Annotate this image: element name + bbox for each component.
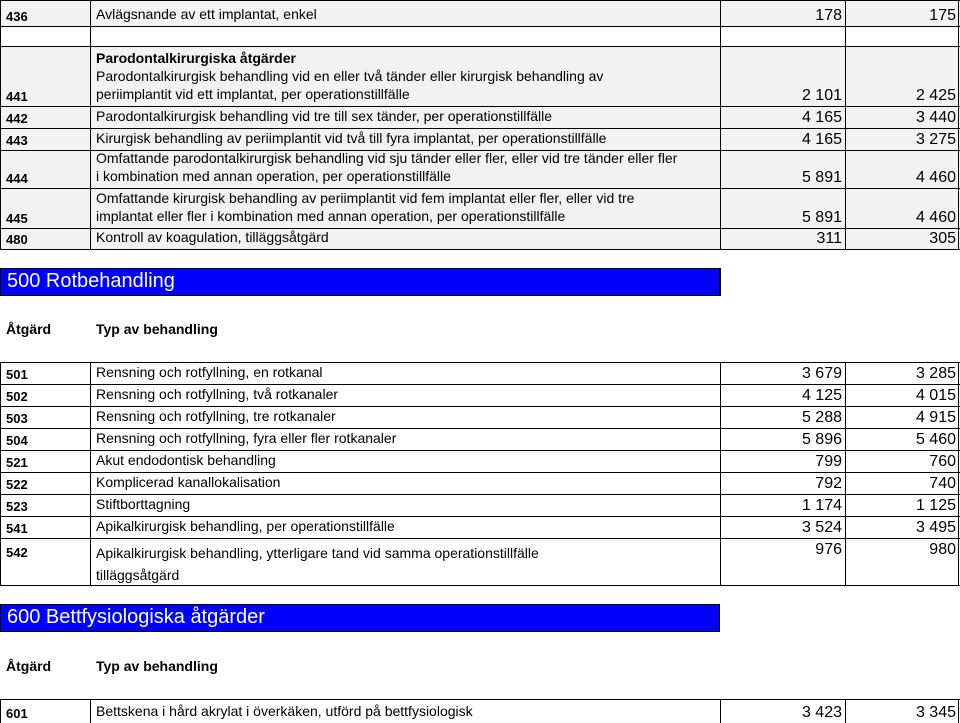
row-code: 480	[6, 232, 28, 247]
price-1: 4 165	[801, 131, 842, 148]
price-2: 760	[929, 453, 956, 470]
table-row	[0, 516, 960, 538]
price-2: 3 285	[915, 365, 956, 382]
description-line: periimplantit vid ett implantat, per operationstillfälle	[96, 86, 410, 102]
price-2: 980	[929, 541, 956, 558]
description-line: Omfattande kirurgisk behandling av periimplantit vid fem implantat eller fler, eller vid tre	[96, 190, 635, 206]
description-line: implantat eller fler i kombination med annan operation, per operationstillfälle	[96, 208, 566, 224]
price-1: 5 891	[801, 169, 842, 186]
column-header-type: Typ av behandling	[96, 321, 218, 337]
row-code: 542	[6, 545, 28, 560]
price-2: 3 275	[915, 131, 956, 148]
row-description: Rensning och rotfyllning, två rotkanaler	[96, 386, 339, 402]
column-header-type: Typ av behandling	[96, 658, 218, 674]
row-description: Bettskena i hård akrylat i överkäken, utförd på bettfysiologisk	[96, 703, 473, 719]
row-description: Parodontalkirurgisk behandling vid tre till sex tänder, per operationstillfälle	[96, 108, 553, 124]
row-description: Rensning och rotfyllning, fyra eller fler rotkanaler	[96, 430, 397, 446]
price-2: 1 125	[915, 497, 956, 514]
row-code: 521	[6, 455, 28, 470]
price-2: 175	[929, 7, 956, 24]
price-1: 3 679	[801, 365, 842, 382]
table-row	[0, 428, 960, 450]
price-1: 5 896	[801, 431, 842, 448]
row-description: Kontroll av koagulation, tilläggsåtgärd	[96, 229, 329, 245]
section-header-500	[0, 268, 720, 296]
row-description	[96, 189, 634, 225]
column-header-code: Åtgärd	[6, 321, 52, 337]
price-2: 4 915	[915, 409, 956, 426]
table-row	[0, 494, 960, 516]
price-1: 2 101	[801, 87, 842, 104]
table-row	[0, 188, 960, 228]
row-description: Avlägsnande av ett implantat, enkel	[96, 6, 317, 22]
row-code: 541	[6, 521, 28, 536]
description-line: tilläggsåtgärd	[96, 567, 180, 583]
table-row	[0, 384, 960, 406]
row-description: Rensning och rotfyllning, tre rotkanaler	[96, 408, 336, 424]
table-row	[0, 46, 960, 106]
table-row	[0, 699, 960, 723]
table-row	[0, 106, 960, 128]
row-description	[96, 49, 603, 103]
row-code: 442	[6, 111, 28, 126]
row-code: 445	[6, 211, 28, 226]
row-description	[96, 149, 677, 185]
price-1: 799	[815, 453, 842, 470]
description-line: i kombination med annan operation, per operationstillfälle	[96, 168, 451, 184]
row-code: 601	[6, 706, 28, 721]
price-1: 5 288	[801, 409, 842, 426]
row-description: Apikalkirurgisk behandling, per operationstillfälle	[96, 518, 395, 534]
section-title: 500 Rotbehandling	[7, 270, 175, 292]
price-2: 3 345	[915, 704, 956, 721]
price-2: 4 460	[915, 169, 956, 186]
table-row	[0, 472, 960, 494]
table-row	[0, 538, 960, 586]
price-2: 740	[929, 475, 956, 492]
price-1: 3 524	[801, 519, 842, 536]
price-1: 792	[815, 475, 842, 492]
table-row	[0, 406, 960, 428]
price-1: 5 891	[801, 209, 842, 226]
section-title: 600 Bettfysiologiska åtgärder	[7, 606, 265, 628]
description-line: Parodontalkirurgisk behandling vid en eller två tänder eller kirurgisk behandling av	[96, 68, 604, 84]
row-code: 523	[6, 499, 28, 514]
description-line: Omfattande parodontalkirurgisk behandling vid sju tänder eller fler, eller vid tre tänder eller fler	[96, 150, 678, 166]
column-header-code: Åtgärd	[6, 658, 52, 674]
price-2: 3 495	[915, 519, 956, 536]
price-1: 976	[815, 541, 842, 558]
table-row	[0, 362, 960, 384]
row-code: 504	[6, 433, 28, 448]
section-header-600	[0, 604, 720, 632]
price-1: 4 125	[801, 387, 842, 404]
price-2: 2 425	[915, 87, 956, 104]
table-row	[0, 150, 960, 188]
row-code: 444	[6, 171, 28, 186]
row-description: Akut endodontisk behandling	[96, 452, 276, 468]
row-code: 501	[6, 367, 28, 382]
price-1: 311	[816, 230, 842, 247]
price-1: 178	[815, 7, 842, 24]
row-code: 436	[6, 9, 28, 24]
price-1: 1 174	[801, 497, 842, 514]
price-2: 305	[929, 230, 956, 247]
price-2: 4 015	[915, 387, 956, 404]
table-row-spacer	[0, 26, 960, 46]
row-code: 443	[6, 133, 28, 148]
description-line: Apikalkirurgisk behandling, ytterligare tand vid samma operationstillfälle	[96, 545, 539, 561]
row-code: 503	[6, 411, 28, 426]
table-row	[0, 228, 960, 250]
row-code: 502	[6, 389, 28, 404]
table-row	[0, 0, 960, 26]
table-row	[0, 450, 960, 472]
price-2: 5 460	[915, 431, 956, 448]
row-description: Komplicerad kanallokalisation	[96, 474, 281, 490]
price-1: 3 423	[801, 704, 842, 721]
row-description	[96, 542, 539, 586]
row-code: 522	[6, 477, 28, 492]
price-1: 4 165	[801, 109, 842, 126]
price-2: 3 440	[915, 109, 956, 126]
price-2: 4 460	[915, 209, 956, 226]
group-title: Parodontalkirurgiska åtgärder	[96, 50, 296, 66]
row-code: 441	[6, 89, 28, 104]
table-row	[0, 128, 960, 150]
row-description: Kirurgisk behandling av periimplantit vid två till fyra implantat, per operationstillfälle	[96, 130, 607, 146]
row-description: Stiftborttagning	[96, 496, 191, 512]
row-description: Rensning och rotfyllning, en rotkanal	[96, 364, 323, 380]
